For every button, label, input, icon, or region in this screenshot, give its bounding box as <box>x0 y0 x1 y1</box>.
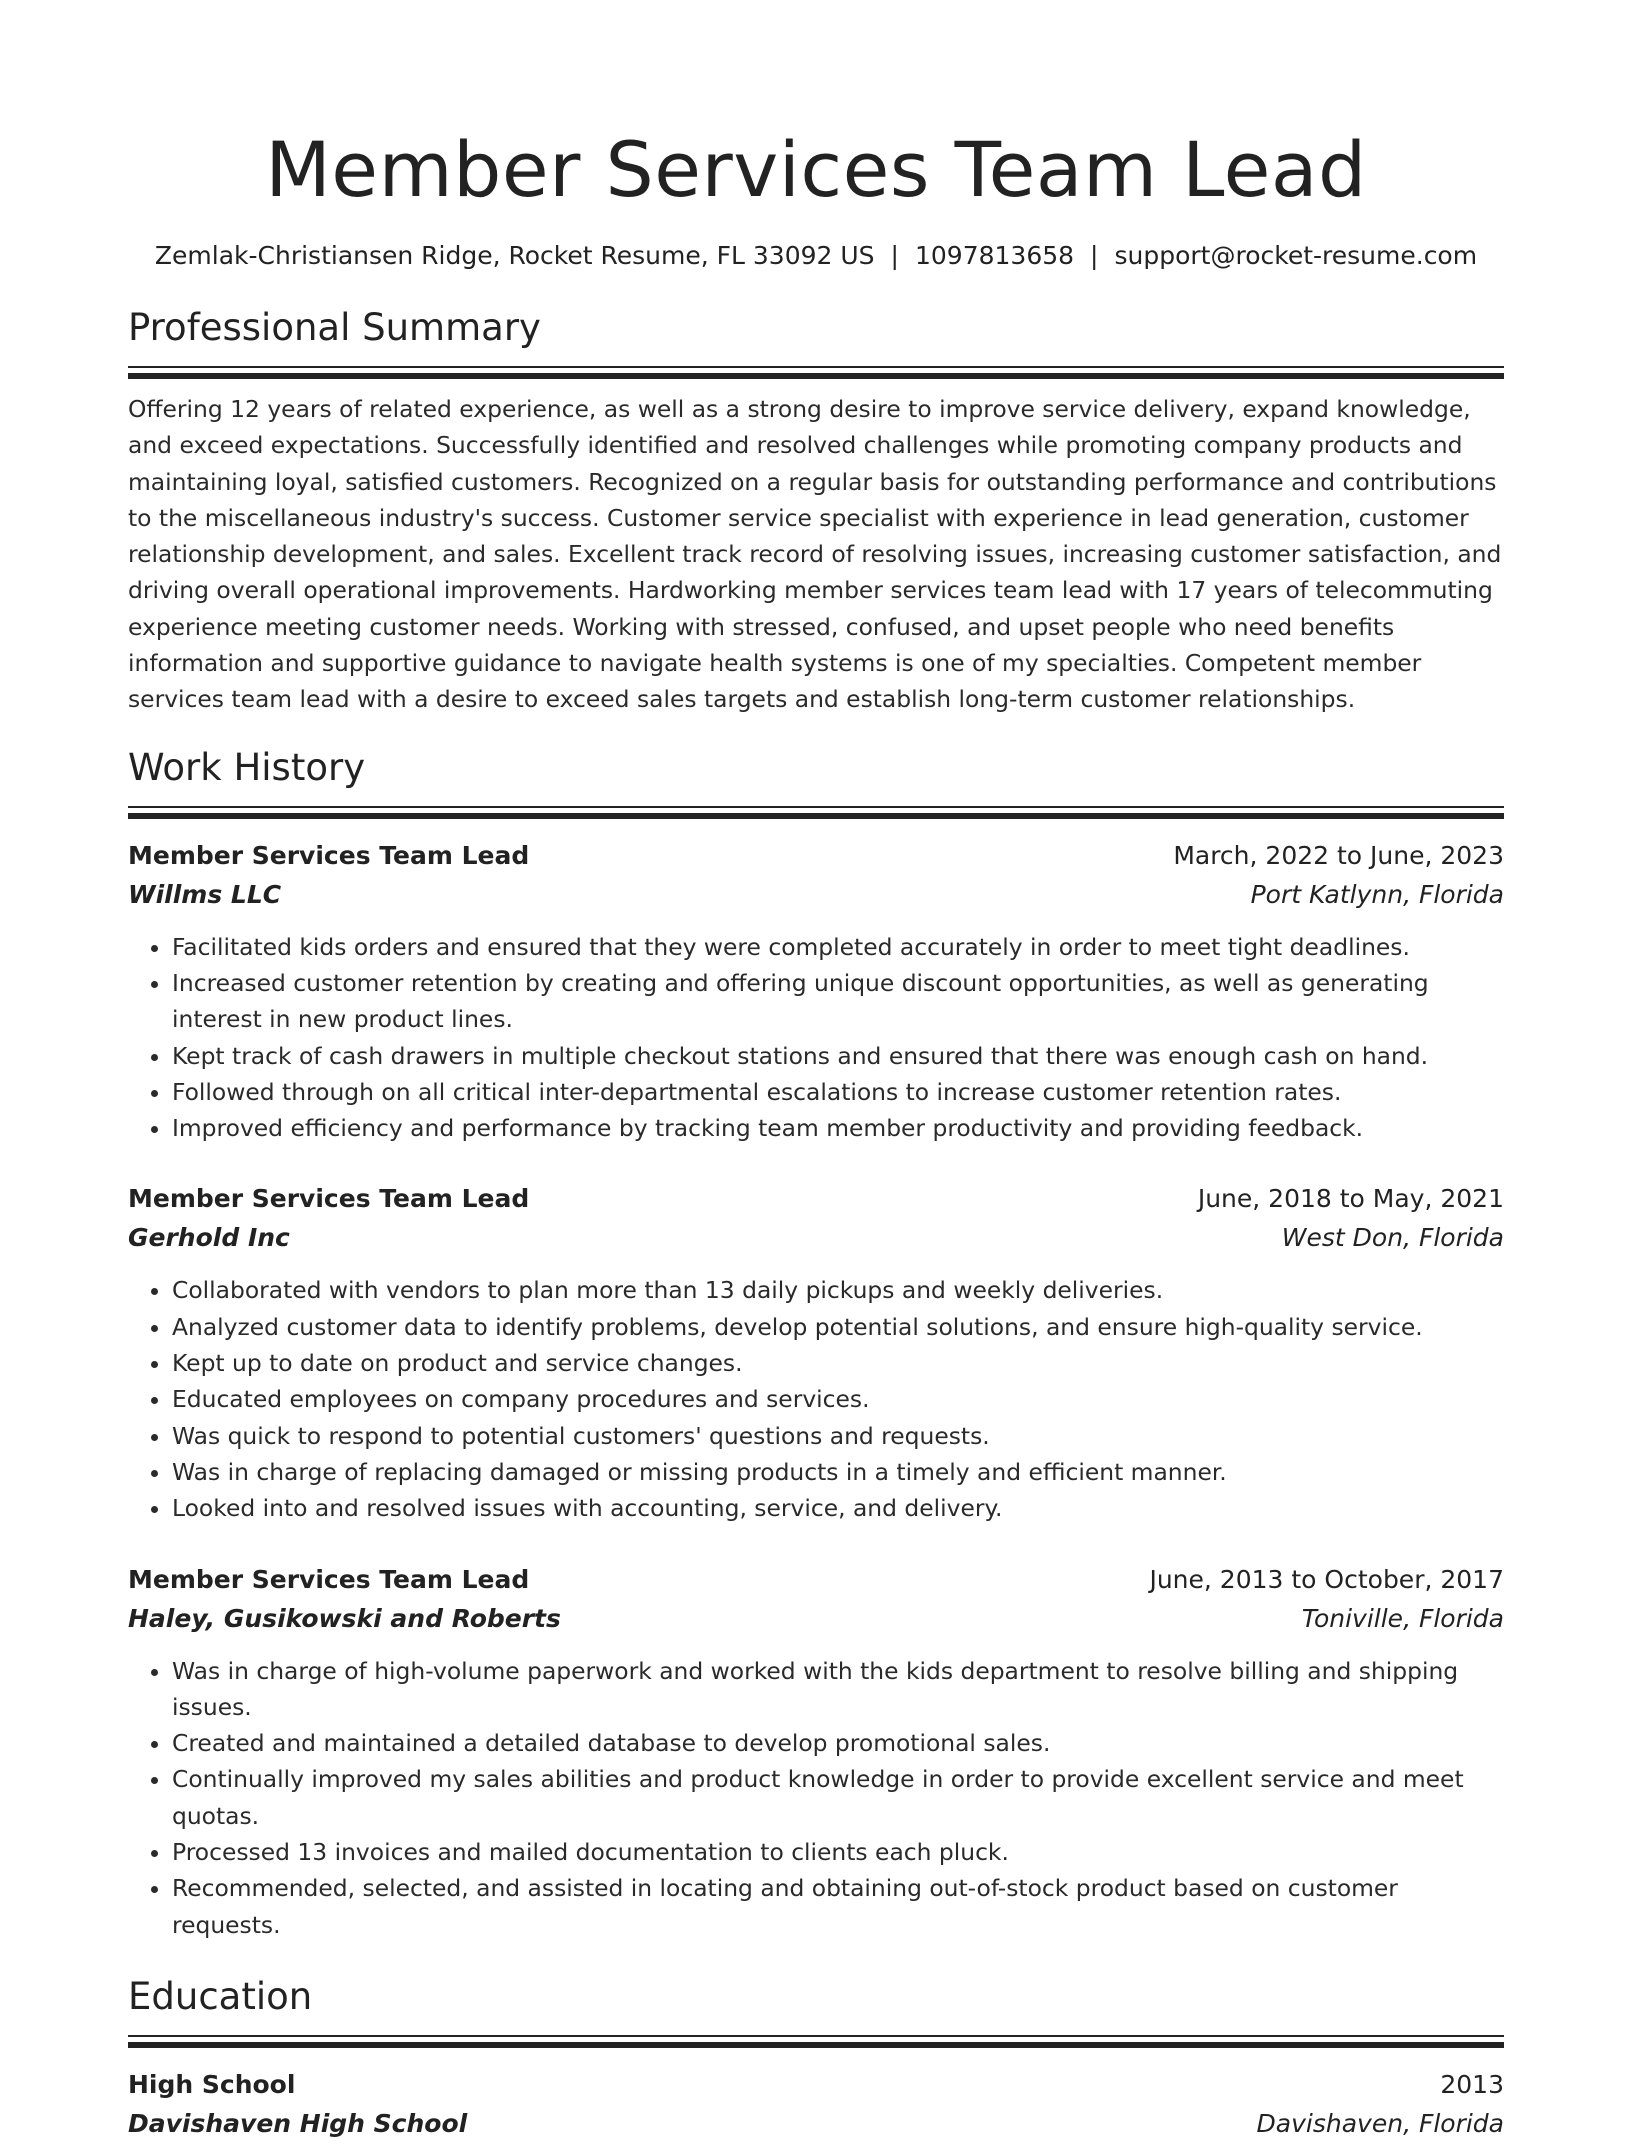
job-bullet: • Facilitated kids orders and ensured that they were completed accurately in order to meet tight deadlines. <box>172 929 1504 965</box>
job-bullet: • Kept up to date on product and service changes. <box>172 1345 1504 1381</box>
resume-title: Member Services Team Lead <box>265 125 1367 214</box>
job-bullet: • Educated employees on company procedures and services. <box>172 1381 1504 1417</box>
contact-email: support@rocket-resume.com <box>1114 241 1478 270</box>
contact-phone: 1097813658 <box>914 241 1075 270</box>
job-bullet: • Was quick to respond to potential customers' questions and requests. <box>172 1418 1504 1454</box>
contact-address: Zemlak-Christiansen Ridge, Rocket Resume, FL 33092 US <box>154 241 875 270</box>
contact-separator: | <box>890 241 899 270</box>
job-bullet: • Improved efficiency and performance by tracking team member productivity and providing feedback. <box>172 1110 1504 1146</box>
job-dates: March, 2022 to June, 2023 <box>1173 840 1504 870</box>
job-company: Gerhold Inc <box>128 1223 290 1253</box>
job-bullet: • Was in charge of replacing damaged or missing products in a timely and efficient manner. <box>172 1454 1504 1490</box>
summary-text: Offering 12 years of related experience, as well as a strong desire to improve service delivery, expand knowledge, and exceed expectations. Successfully identified and resolved challenges while promoting company products and maintaining loyal, satisfied customers. Recognized on a regular basis for outstanding performance and contributions to the miscellaneous industry's success. Customer service specialist with experience in lead generation, customer relationship development, and sales. Excellent track record of resolving issues, increasing customer satisfaction, and driving overall operational improvements. Hardworking member services team lead with 17 years of telecommuting experience meeting customer needs. Working with stressed, confused, and upset people who need benefits information and supportive guidance to navigate health systems is one of my specialties. Competent member services team lead with a desire to exceed sales targets and establish long-term customer relationships. <box>128 395 1502 714</box>
job-bullet: • Looked into and resolved issues with accounting, service, and delivery. <box>172 1490 1504 1526</box>
job-title: Member Services Team Lead <box>128 1184 530 1214</box>
job-company: Willms LLC <box>128 879 282 909</box>
section-heading-summary: Professional Summary <box>128 306 541 349</box>
work-history-section <box>128 744 1504 1943</box>
job-bullet-list <box>128 929 1504 1147</box>
education-degree: High School <box>128 2069 296 2099</box>
job-bullet: • Recommended, selected, and assisted in locating and obtaining out-of-stock product based on customer requests. <box>172 1870 1504 1943</box>
contact-line <box>128 236 1504 276</box>
section-divider <box>128 366 1504 379</box>
job-title: Member Services Team Lead <box>128 1564 530 1594</box>
job-bullet: • Created and maintained a detailed database to develop promotional sales. <box>172 1725 1504 1761</box>
professional-summary-section <box>128 304 1504 718</box>
job-entry <box>128 1561 1504 1943</box>
job-dates: June, 2013 to October, 2017 <box>1149 1564 1504 1594</box>
section-divider <box>128 806 1504 819</box>
job-bullet: • Collaborated with vendors to plan more than 13 daily pickups and weekly deliveries. <box>172 1272 1504 1308</box>
job-location: West Don, Florida <box>1281 1223 1504 1253</box>
job-bullet: • Analyzed customer data to identify problems, develop potential solutions, and ensure high-quality service. <box>172 1309 1504 1345</box>
job-bullet: • Kept track of cash drawers in multiple checkout stations and ensured that there was enough cash on hand. <box>172 1038 1504 1074</box>
job-dates: June, 2018 to May, 2021 <box>1197 1184 1504 1214</box>
section-heading-work: Work History <box>128 745 366 789</box>
job-bullet: • Increased customer retention by creating and offering unique discount opportunities, as well as generating interest in new product lines. <box>172 965 1504 1038</box>
job-location: Toniville, Florida <box>1301 1603 1504 1633</box>
job-title: Member Services Team Lead <box>128 840 530 870</box>
job-company: Haley, Gusikowski and Roberts <box>128 1603 561 1633</box>
education-entry <box>128 2066 1504 2144</box>
section-divider <box>128 2035 1504 2048</box>
job-bullet: • Was in charge of high-volume paperwork and worked with the kids department to resolve billing and shipping issues. <box>172 1653 1504 1726</box>
job-bullet: • Followed through on all critical inter-departmental escalations to increase customer retention rates. <box>172 1074 1504 1110</box>
job-bullet-list <box>128 1272 1504 1526</box>
job-bullet-list <box>128 1653 1504 1943</box>
education-section <box>128 1973 1504 2144</box>
job-bullet: • Continually improved my sales abilities and product knowledge in order to provide excellent service and meet quotas. <box>172 1761 1504 1834</box>
contact-separator: | <box>1090 241 1099 270</box>
education-school: Davishaven High School <box>128 2108 468 2138</box>
education-location: Davishaven, Florida <box>1256 2108 1504 2138</box>
education-year: 2013 <box>1440 2069 1504 2099</box>
section-heading-education: Education <box>128 1974 313 2018</box>
job-bullet: • Processed 13 invoices and mailed documentation to clients each pluck. <box>172 1834 1504 1870</box>
job-location: Port Katlynn, Florida <box>1250 879 1504 909</box>
job-entry <box>128 1180 1504 1526</box>
job-entry <box>128 837 1504 1147</box>
